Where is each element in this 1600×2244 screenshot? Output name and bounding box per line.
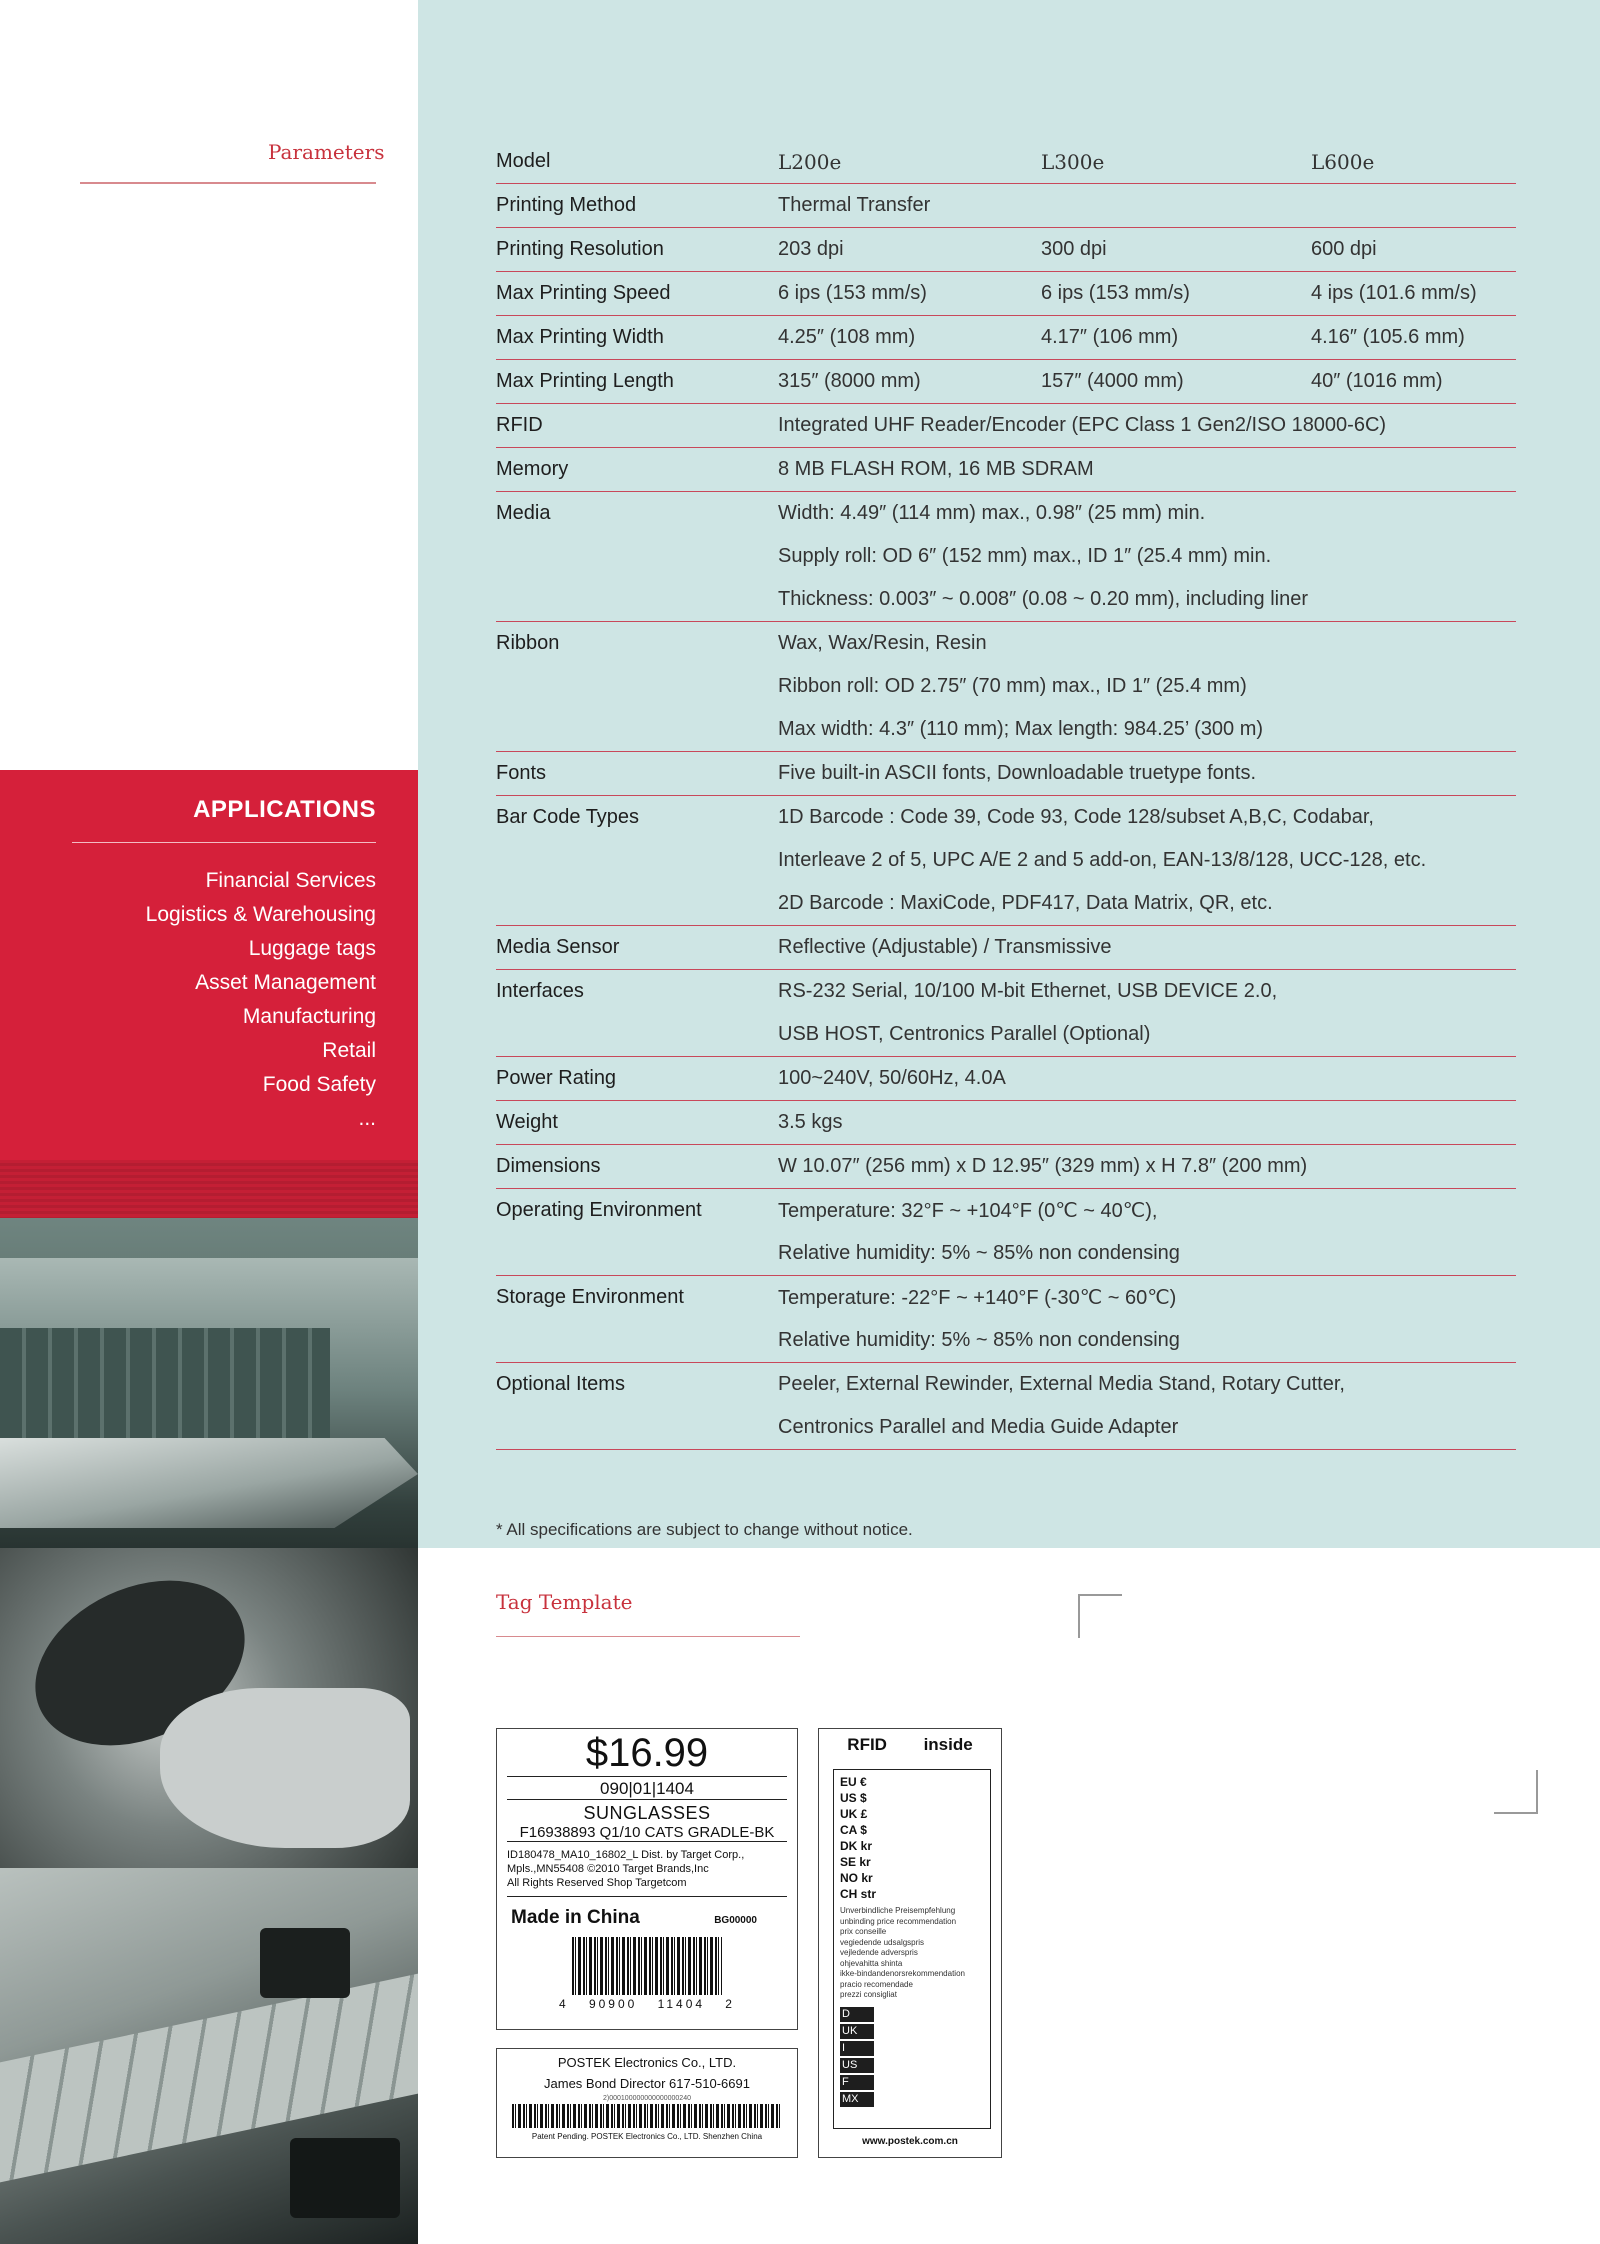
- spec-values: [778, 1145, 1516, 1188]
- currency-item: CA $: [840, 1823, 867, 1837]
- spec-value-line: [778, 926, 1516, 969]
- spec-value: L600e: [1311, 149, 1375, 174]
- spec-value: 100~240V, 50/60Hz, 4.0A: [778, 1067, 1006, 1089]
- baggage-carousel-photo: [0, 1868, 418, 2244]
- rfid-header: [819, 1729, 1001, 1755]
- spec-label-cell: [496, 272, 778, 315]
- collage-photo: [0, 1218, 418, 2244]
- spec-values: [778, 1363, 1516, 1449]
- spec-value: Supply roll: OD 6″ (152 mm) max., ID 1″ (25.4 mm) min.: [778, 545, 1272, 567]
- spec-value-line: [778, 622, 1516, 665]
- spec-value: 6 ips (153 mm/s): [778, 282, 927, 304]
- application-item: Asset Management: [195, 971, 376, 994]
- spec-row: [496, 404, 1516, 448]
- price-tag-sample: [496, 1728, 798, 2030]
- spec-label: Operating Environment: [496, 1199, 702, 1221]
- spec-value: Relative humidity: 5% ~ 85% non condensing: [778, 1242, 1180, 1264]
- spec-value: Width: 4.49″ (114 mm) max., 0.98″ (25 mm) min.: [778, 502, 1206, 524]
- spec-label: Memory: [496, 458, 569, 480]
- price-note: ohjevahitta shinta: [840, 1958, 903, 1968]
- spec-value: Thickness: 0.003″ ~ 0.008″ (0.08 ~ 0.20 mm), including liner: [778, 588, 1308, 610]
- currency-item: NO kr: [840, 1871, 873, 1885]
- spec-values: [778, 184, 1516, 227]
- spec-value-line: [778, 448, 1516, 491]
- rfid-price-box: [833, 1769, 991, 2129]
- spec-value-line: [778, 140, 1516, 183]
- currency-item: DK kr: [840, 1839, 873, 1853]
- spec-values: [778, 926, 1516, 969]
- spec-value: 157″ (4000 mm): [1041, 370, 1184, 392]
- spec-label: Power Rating: [496, 1067, 617, 1089]
- spec-value: Max width: 4.3″ (110 mm); Max length: 984.25’ (300 m): [778, 718, 1264, 740]
- spec-value: Peeler, External Rewinder, External Media Stand, Rotary Cutter,: [778, 1373, 1345, 1395]
- barcode-digit-group: 4: [559, 1997, 569, 2011]
- spec-row: [496, 228, 1516, 272]
- spec-value: 3.5 kgs: [778, 1111, 843, 1133]
- spec-value-line: [778, 1189, 1516, 1232]
- spec-values: [778, 1057, 1516, 1100]
- spec-label-cell: [496, 140, 778, 183]
- spec-label-cell: [496, 1145, 778, 1188]
- spec-label-cell: [496, 752, 778, 795]
- spec-label: Bar Code Types: [496, 806, 640, 828]
- spec-value: 2D Barcode : MaxiCode, PDF417, Data Matrix, QR, etc.: [778, 892, 1273, 914]
- spec-row: [496, 1363, 1516, 1450]
- spec-label-cell: [496, 970, 778, 1056]
- spec-values: [778, 1276, 1516, 1362]
- dist-line: Mpls.,MN55408 ©2010 Target Brands,Inc: [507, 1863, 709, 1875]
- spec-value: 4 ips (101.6 mm/s): [1311, 282, 1477, 304]
- currency-item: UK £: [840, 1807, 868, 1821]
- spec-label: Printing Method: [496, 194, 637, 216]
- spec-values: [778, 360, 1516, 403]
- website-text: www.postek.com.cn: [862, 2136, 958, 2147]
- spec-value: 315″ (8000 mm): [778, 370, 921, 392]
- spec-value-line: [778, 492, 1516, 535]
- hand-shape: [160, 1688, 410, 1848]
- spec-row: [496, 184, 1516, 228]
- spec-value: Temperature: 32°F ~ +104°F (0℃ ~ 40℃),: [778, 1200, 1158, 1222]
- price-text: $16.99: [585, 1731, 709, 1775]
- application-item: ...: [358, 1107, 376, 1130]
- country-row: D: [840, 2007, 874, 2022]
- spec-row: [496, 140, 1516, 184]
- currency-item: US $: [840, 1791, 867, 1805]
- handheld-scanner-photo: [0, 1548, 418, 1868]
- spec-value-line: [778, 535, 1516, 578]
- spec-value: Centronics Parallel and Media Guide Adapter: [778, 1416, 1179, 1438]
- applications-rule: [72, 842, 376, 843]
- spec-value: Five built-in ASCII fonts, Downloadable truetype fonts.: [778, 762, 1257, 784]
- spec-row: [496, 316, 1516, 360]
- spec-values: [778, 796, 1516, 925]
- currency-item: SE kr: [840, 1855, 871, 1869]
- country-row: UK: [840, 2024, 874, 2039]
- spec-value-line: [778, 316, 1516, 359]
- spec-row: [496, 970, 1516, 1057]
- country-row: I: [840, 2041, 874, 2056]
- spec-value-line: [778, 578, 1516, 621]
- spec-value: Wax, Wax/Resin, Resin: [778, 632, 987, 654]
- spec-value-line: [778, 1232, 1516, 1275]
- spec-value: RS-232 Serial, 10/100 M-bit Ethernet, USB DEVICE 2.0,: [778, 980, 1278, 1002]
- stripe-band: [0, 1160, 418, 1220]
- spec-value-line: [778, 1319, 1516, 1362]
- spec-value-line: [778, 1013, 1516, 1056]
- application-item: Logistics & Warehousing: [145, 903, 376, 926]
- spec-value-line: [778, 1406, 1516, 1449]
- business-card-sample: [496, 2048, 798, 2158]
- applications-panel: [0, 770, 418, 1218]
- spec-label: Model: [496, 150, 551, 172]
- sku-text: F16938893 Q1/10 CATS GRADLE-BK: [519, 1824, 775, 1841]
- spec-value-line: [778, 1145, 1516, 1188]
- spec-label-cell: [496, 1189, 778, 1275]
- barcode-digit-group: 2: [725, 1997, 735, 2011]
- spec-row: [496, 360, 1516, 404]
- made-in-text: Made in China: [511, 1907, 640, 1928]
- spec-value: USB HOST, Centronics Parallel (Optional): [778, 1023, 1151, 1045]
- spec-value-line: [778, 228, 1516, 271]
- spec-values: [778, 970, 1516, 1056]
- spec-label-cell: [496, 184, 778, 227]
- spec-value-line: [778, 796, 1516, 839]
- upc-barcode: [572, 1937, 722, 1995]
- item-code: 090|01|1404: [600, 1779, 694, 1798]
- application-item: Retail: [322, 1039, 376, 1062]
- spec-row: [496, 1276, 1516, 1363]
- price-note: prezzi consigliat: [840, 1990, 897, 1999]
- barcode-digit-group: 90900: [588, 1997, 638, 2011]
- spec-row: [496, 492, 1516, 622]
- spec-label: RFID: [496, 414, 543, 436]
- spec-label: Fonts: [496, 762, 547, 784]
- spec-values: [778, 448, 1516, 491]
- luggage-shape: [290, 2138, 400, 2218]
- spec-label-cell: [496, 360, 778, 403]
- country-row: US: [840, 2058, 874, 2073]
- spec-value-line: [778, 272, 1516, 315]
- footnote: * All specifications are subject to change without notice.: [496, 1520, 913, 1539]
- tag-divider: [507, 1776, 787, 1777]
- cargo-ship-photo: [0, 1258, 418, 1588]
- spec-value: 40″ (1016 mm): [1311, 370, 1443, 392]
- inside-label: inside: [923, 1735, 973, 1754]
- spec-label: Interfaces: [496, 980, 584, 1002]
- spec-row: [496, 622, 1516, 752]
- rfid-label: RFID: [847, 1735, 887, 1754]
- country-list: [840, 2007, 984, 2107]
- crop-mark-top-left: [1078, 1594, 1122, 1638]
- spec-values: [778, 272, 1516, 315]
- spec-value: Reflective (Adjustable) / Transmissive: [778, 936, 1112, 958]
- spec-row: [496, 1145, 1516, 1189]
- spec-value-line: [778, 970, 1516, 1013]
- price-note: pracio recomendade: [840, 1979, 913, 1989]
- spec-row: [496, 272, 1516, 316]
- tag-template-title: Tag Template: [496, 1590, 633, 1614]
- price-note: vejledende adverspris: [840, 1948, 918, 1957]
- spec-label-cell: [496, 1363, 778, 1449]
- tag-divider: [507, 1799, 787, 1800]
- country-row: MX: [840, 2092, 874, 2107]
- crop-mark-bottom-right: [1494, 1770, 1538, 1814]
- spec-values: [778, 140, 1516, 183]
- country-row: F: [840, 2075, 874, 2090]
- product-name: SUNGLASSES: [583, 1803, 711, 1823]
- spec-value-line: [778, 752, 1516, 795]
- spec-value: 600 dpi: [1311, 238, 1377, 260]
- application-item: Food Safety: [262, 1073, 376, 1096]
- spec-values: [778, 1189, 1516, 1275]
- spec-values: [778, 316, 1516, 359]
- spec-value: 8 MB FLASH ROM, 16 MB SDRAM: [778, 458, 1094, 480]
- applications-title: APPLICATIONS: [193, 796, 376, 823]
- spec-label-cell: [496, 622, 778, 751]
- spec-label-cell: [496, 404, 778, 447]
- spec-label: Max Printing Width: [496, 326, 664, 348]
- spec-label-cell: [496, 1101, 778, 1144]
- spec-label: Weight: [496, 1111, 558, 1133]
- spec-value: 203 dpi: [778, 238, 844, 260]
- code128-barcode: [512, 2104, 782, 2128]
- rfid-tag-sample: [818, 1728, 1002, 2158]
- spec-label: Media: [496, 502, 551, 524]
- spec-row: [496, 1189, 1516, 1276]
- application-item: Luggage tags: [248, 937, 376, 960]
- barcode-digits: [497, 1995, 797, 2011]
- spec-row: [496, 926, 1516, 970]
- spec-value-line: [778, 360, 1516, 403]
- dist-line: ID180478_MA10_16802_L Dist. by Target Corp.,: [507, 1849, 745, 1861]
- spec-label-cell: [496, 796, 778, 925]
- spec-label: Max Printing Speed: [496, 282, 671, 304]
- spec-value-line: [778, 1363, 1516, 1406]
- parameters-rule: [80, 182, 376, 184]
- spec-value: 300 dpi: [1041, 238, 1107, 260]
- spec-values: [778, 622, 1516, 751]
- spec-value: Thermal Transfer: [778, 194, 931, 216]
- application-item: Manufacturing: [242, 1005, 376, 1028]
- ship-hull: [0, 1438, 418, 1528]
- spec-row: [496, 752, 1516, 796]
- application-item: Financial Services: [205, 869, 376, 892]
- spec-label: Ribbon: [496, 632, 560, 654]
- spec-label: Media Sensor: [496, 936, 620, 958]
- spec-label-cell: [496, 1276, 778, 1362]
- spec-label-cell: [496, 228, 778, 271]
- spec-label: Max Printing Length: [496, 370, 674, 392]
- spec-value: Integrated UHF Reader/Encoder (EPC Class 1 Gen2/ISO 18000-6C): [778, 414, 1387, 436]
- spec-label-cell: [496, 316, 778, 359]
- spec-value: Relative humidity: 5% ~ 85% non condensing: [778, 1329, 1180, 1351]
- spec-value-line: [778, 882, 1516, 925]
- spec-row: [496, 796, 1516, 926]
- spec-values: [778, 752, 1516, 795]
- patent-text: Patent Pending. POSTEK Electronics Co., LTD. Shenzhen China: [531, 2132, 763, 2141]
- spec-value: 4.25″ (108 mm): [778, 326, 916, 348]
- spec-value: 4.16″ (105.6 mm): [1311, 326, 1465, 348]
- spec-value-line: [778, 839, 1516, 882]
- spec-values: [778, 228, 1516, 271]
- currency-item: EU €: [840, 1775, 867, 1789]
- price-note: Unverbindliche Preisempfehlung: [840, 1906, 956, 1915]
- price-note: vegiedende udsalgspris: [840, 1937, 925, 1947]
- luggage-shape: [260, 1928, 350, 1998]
- spec-label-cell: [496, 926, 778, 969]
- left-column: Parameters APPLICATIONS Financial Services Logistics & Warehousing Luggage tags Asset Management Manufacturing Retail Food Safety ...: [0, 0, 418, 2244]
- spec-table: [496, 140, 1516, 1450]
- dist-line: All Rights Reserved Shop Targetcom: [507, 1877, 687, 1889]
- origin-row: [497, 1897, 797, 1931]
- distribution-text: [497, 1842, 797, 1896]
- spec-row: [496, 1057, 1516, 1101]
- batch-code: BG00000: [714, 1915, 757, 1926]
- spec-value: L200e: [778, 149, 842, 174]
- price-note-list: [840, 1906, 984, 2001]
- spec-values: [778, 404, 1516, 447]
- spec-value: Interleave 2 of 5, UPC A/E 2 and 5 add-on, EAN-13/8/128, UCC-128, etc.: [778, 849, 1427, 871]
- barcode-text: 2)000100000000000000240: [603, 2095, 691, 2102]
- spec-label-cell: [496, 448, 778, 491]
- price-note: prix conseille: [840, 1927, 887, 1936]
- spec-value: 6 ips (153 mm/s): [1041, 282, 1190, 304]
- spec-values: [778, 1101, 1516, 1144]
- spec-value-line: [778, 708, 1516, 751]
- spec-label: Optional Items: [496, 1373, 625, 1395]
- currency-item: CH str: [840, 1887, 877, 1901]
- applications-list: [146, 864, 376, 1136]
- spec-value-line: [778, 1057, 1516, 1100]
- spec-label-cell: [496, 1057, 778, 1100]
- spec-value: 4.17″ (106 mm): [1041, 326, 1179, 348]
- company-name: POSTEK Electronics Co., LTD.: [557, 2055, 737, 2070]
- spec-row: [496, 448, 1516, 492]
- spec-value-line: [778, 665, 1516, 708]
- currency-list: [840, 1774, 984, 1902]
- spec-value: Ribbon roll: OD 2.75″ (70 mm) max., ID 1″ (25.4 mm): [778, 675, 1247, 697]
- spec-value-line: [778, 184, 1516, 227]
- tag-template-rule: [496, 1636, 800, 1637]
- spec-value-line: [778, 1276, 1516, 1319]
- price-note: ikke-bindandenorsrekommendation: [840, 1969, 965, 1978]
- spec-value: W 10.07″ (256 mm) x D 12.95″ (329 mm) x H 7.8″ (200 mm): [778, 1155, 1308, 1177]
- spec-label: Storage Environment: [496, 1286, 684, 1308]
- contact-line: James Bond Director 617-510-6691: [544, 2076, 750, 2091]
- spec-value-line: [778, 1101, 1516, 1144]
- spec-value: Temperature: -22°F ~ +140°F (-30℃ ~ 60℃): [778, 1287, 1177, 1309]
- spec-value: L300e: [1041, 149, 1105, 174]
- price-note: unbinding price recommendation: [840, 1916, 957, 1926]
- container-stack: [0, 1328, 330, 1448]
- spec-value-line: [778, 404, 1516, 447]
- spec-label-cell: [496, 492, 778, 621]
- spec-values: [778, 492, 1516, 621]
- spec-row: [496, 1101, 1516, 1145]
- spec-value: 1D Barcode : Code 39, Code 93, Code 128/subset A,B,C, Codabar,: [778, 806, 1374, 828]
- barcode-digit-group: 11404: [657, 1997, 706, 2011]
- spec-label: Printing Resolution: [496, 238, 664, 260]
- spec-label: Dimensions: [496, 1155, 601, 1177]
